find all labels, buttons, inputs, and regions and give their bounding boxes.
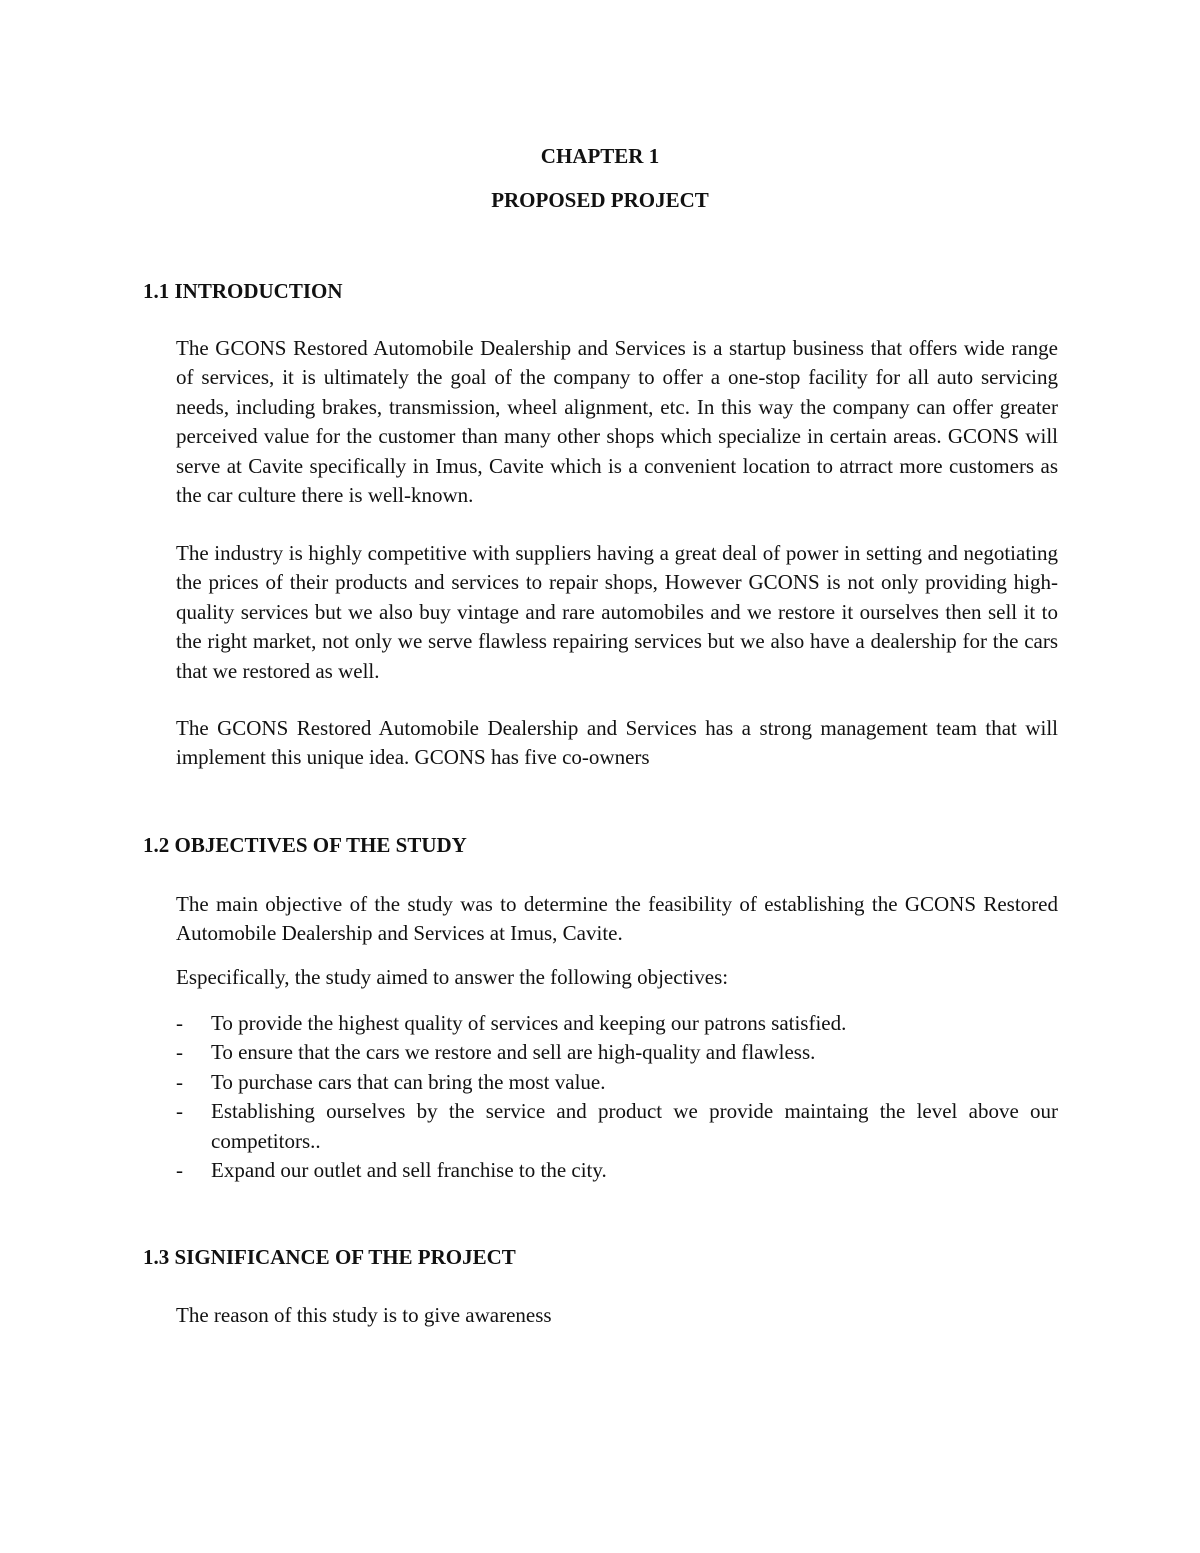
section-heading-objectives: 1.2 OBJECTIVES OF THE STUDY [143, 833, 467, 857]
bullet-dash: - [176, 1158, 183, 1183]
objective-text: Establishing ourselves by the service and product we provide maintaing the level above our competitors.. [211, 1099, 1058, 1153]
intro-paragraph-2: The industry is highly competitive with suppliers having a great deal of power in setting and negotiating the prices of their products and services to repair shops, However GCONS is not only providing high-quality services but we also buy vintage and rare automobiles and we restore it ourselves then sell it to the right market, not only we serve flawless repairing services but we also have a dealership for the cars that we restored as well. [176, 541, 1058, 683]
objective-text: Expand our outlet and sell franchise to the city. [211, 1158, 607, 1183]
objectives-intro-line: Especifically, the study aimed to answer the following objectives: [176, 965, 729, 989]
list-item [176, 1038, 1058, 1067]
bullet-dash: - [176, 1011, 183, 1035]
section-heading-introduction: 1.1 INTRODUCTION [143, 279, 343, 303]
list-item [176, 1009, 1058, 1038]
list-item [176, 1068, 1058, 1097]
significance-paragraph: The reason of this study is to give awareness [176, 1303, 552, 1327]
objectives-main-paragraph: The main objective of the study was to determine the feasibility of establishing the GCONS Restored Automobile Dealership and Services at Imus, Cavite. [176, 892, 1058, 946]
chapter-title: PROPOSED PROJECT [491, 188, 709, 212]
bullet-dash: - [176, 1040, 183, 1065]
list-item [176, 1156, 1058, 1185]
objective-text: To provide the highest quality of services and keeping our patrons satisfied. [211, 1011, 847, 1035]
objectives-list [176, 1009, 1058, 1185]
chapter-number: CHAPTER 1 [540, 144, 660, 168]
section-heading-significance: 1.3 SIGNIFICANCE OF THE PROJECT [143, 1245, 516, 1269]
bullet-dash: - [176, 1069, 183, 1094]
bullet-dash: - [176, 1099, 183, 1124]
objective-text: To ensure that the cars we restore and sell are high-quality and flawless. [211, 1040, 816, 1065]
objective-text: To purchase cars that can bring the most value. [211, 1069, 606, 1094]
list-item [176, 1097, 1058, 1156]
intro-paragraph-1: The GCONS Restored Automobile Dealership and Services is a startup business that offers wide range of services, it is ultimately the goal of the company to offer a one-stop facility for all auto servicing needs, including brakes, transmission, wheel alignment, etc. In this way the company can offer greater perceived value for the customer than many other shops which specialize in certain areas. GCONS will serve at Cavite specifically in Imus, Cavite which is a convenient location to atrract more customers as the car culture there is well-known. [176, 336, 1058, 508]
intro-paragraph-3: The GCONS Restored Automobile Dealership and Services has a strong management team that will implement this unique idea. GCONS has five co-owners [176, 716, 1058, 770]
